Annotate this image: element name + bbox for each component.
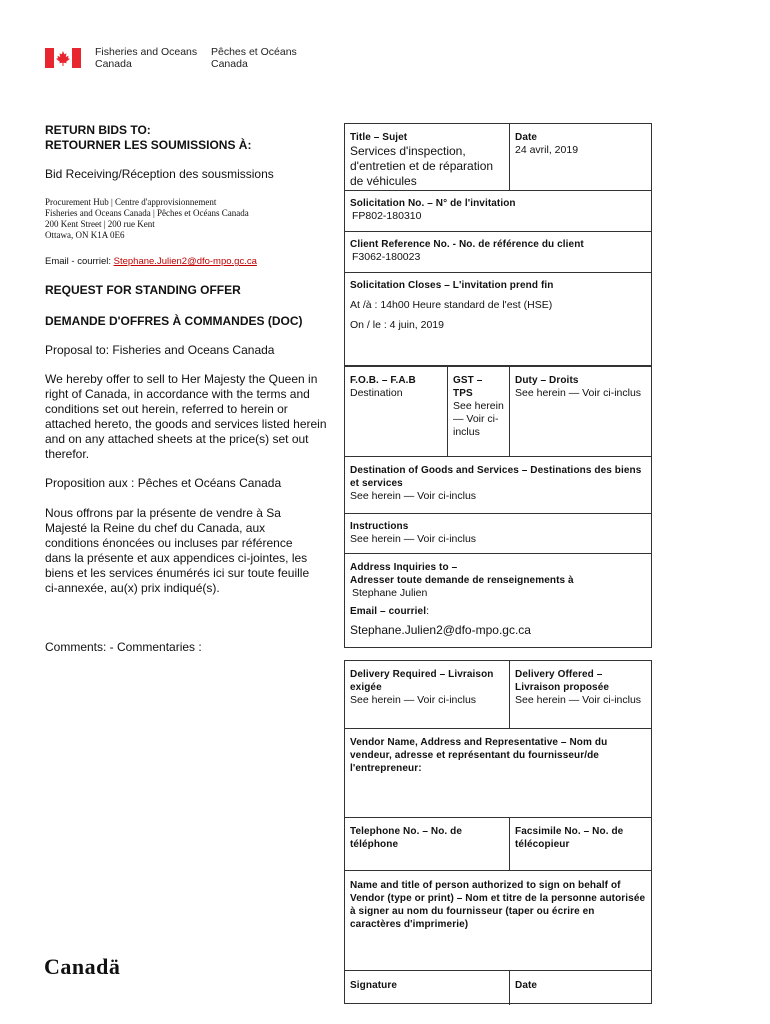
inquiries-label-en: Address Inquiries to – [350,562,458,573]
dept-fr-line1: Pêches et Océans [211,46,297,58]
delivery-offered-label: Delivery Offered – Livraison proposée [515,669,610,693]
contact-email-label: Email – courriel [350,606,427,617]
address-line: Procurement Hub | Centre d'approvisionnement [45,197,217,207]
instructions-value: See herein — Voir ci-inclus [350,533,477,545]
return-bids-heading [45,123,327,153]
email-link[interactable]: Stephane.Julien2@dfo-mpo.gc.ca [113,256,257,267]
delivery-offered-value: See herein — Voir ci-inclus [515,694,642,706]
rso-title-fr: DEMANDE D'OFFRES À COMMANDES (DOC) [45,314,303,328]
title-value: Services d'inspection, d'entretien et de réparation de véhicules [350,144,494,188]
gst-cell [448,370,509,443]
authorized-person-label: Name and title of person authorized to sign on behalf of Vendor (type or print) – Nom et titre de la personne autorisée à signer au nom du fournisseur (taper ou écrire en caractères d'imprimerie) [350,880,646,930]
inquiries-cell [345,557,651,642]
canada-wordmark: Canadä [44,954,121,979]
offer-text-fr: Nous offrons par la présente de vendre à Sa Majesté la Reine du chef du Canada, aux conditions énoncées ou incluses par référence dans la présente et aux appendices ci-jointes, les biens et les services énumérés ici sur toute feuille ci-annexée, au(x) prix indiqué(s). [45,506,310,595]
comments-label: Comments: - Commentaries : [45,640,202,654]
vendor-name-field[interactable] [345,732,651,779]
proposition-aux: Proposition aux : Pêches et Océans Canada [45,476,282,490]
gst-label: GST – [453,375,483,386]
address-line: Fisheries and Oceans Canada | Pêches et Océans Canada [45,208,249,218]
date-cell [510,127,652,161]
destination-value: See herein — Voir ci-inclus [350,490,477,502]
date-label: Date [515,132,538,143]
contact-name: Stephane Julien [352,587,428,599]
duty-value: See herein — Voir ci-inclus [515,387,642,399]
closes-on: On / le : 4 juin, 2019 [350,319,444,331]
instructions-cell [345,516,651,550]
duty-label: Duty – Droits [515,375,579,386]
address-line: Ottawa, ON K1A 0E6 [45,230,125,240]
solicitation-value: FP802-180310 [352,210,422,222]
dept-name-fr [211,47,297,70]
solicitation-number-cell [345,193,651,227]
vendor-box [344,660,652,1004]
instructions-label: Instructions [350,521,409,532]
address-line: 200 Kent Street | 200 rue Kent [45,219,155,229]
fob-label: F.O.B. – F.A.B [350,375,416,386]
signature-date-field[interactable] [510,975,652,996]
email-label: Email - courriel: [45,256,114,267]
solicitation-info-box [344,123,652,366]
dept-name-en [95,47,197,70]
rso-title-en: REQUEST FOR STANDING OFFER [45,283,241,297]
vendor-name-label: Vendor Name, Address and Representative – Nom du vendeur, adresse et représentant du fournisseur/de l'entrepreneur: [350,737,608,774]
dept-en-line1: Fisheries and Oceans [95,46,198,58]
client-ref-value: F3062-180023 [352,251,421,263]
facsimile-label: Facsimile No. – No. de télécopieur [515,826,624,850]
destination-cell [345,460,651,507]
telephone-label: Telephone No. – No. de téléphone [350,826,463,850]
client-reference-cell [345,234,651,268]
authorized-person-field[interactable] [345,875,651,935]
telephone-field[interactable] [345,821,509,855]
delivery-required-value: See herein — Voir ci-inclus [350,694,477,706]
client-ref-label: Client Reference No. - No. de référence du client [350,239,584,250]
dept-en-line2: Canada [95,57,132,70]
title-cell [345,127,509,193]
closing-cell [345,275,651,336]
solicitation-label: Solicitation No. – N° de l'invitation [350,198,516,209]
terms-box [344,366,652,648]
closes-label: Solicitation Closes – L'invitation prend fin [350,280,554,291]
delivery-required-cell [345,664,509,711]
delivery-required-label: Delivery Required – Livraison exigée [350,669,494,693]
signature-date-label: Date [515,980,538,991]
duty-cell [510,370,652,404]
title-label: Title – Sujet [350,132,408,143]
contact-email-colon: : [426,605,429,617]
contact-email-value[interactable]: Stephane.Julien2@dfo-mpo.gc.ca [350,623,531,637]
inquiries-label-fr: Adresser toute demande de renseignements à [350,575,574,586]
bid-receiving: Bid Receiving/Réception des sousmissions [45,167,274,181]
proposal-to: Proposal to: Fisheries and Oceans Canada [45,343,275,357]
fob-cell [345,370,447,404]
email-line [45,256,327,268]
offer-text-en: We hereby offer to sell to Her Majesty the Queen in right of Canada, in accordance with the terms and conditions set out herein, referred to herein or attached hereto, the goods and services listed herein and on any attached sheets at the price(s) set out therefor. [45,372,327,461]
date-value: 24 avril, 2019 [515,144,579,156]
tps-label: TPS [453,388,473,399]
dept-fr-line2: Canada [211,57,248,70]
fob-value: Destination [350,387,403,399]
destination-label: Destination of Goods and Services – Destinations des biens et services [350,465,642,489]
delivery-offered-cell [510,664,652,711]
gst-value: See herein — Voir ci-inclus [453,400,504,438]
signature-label: Signature [350,980,398,991]
canada-flag-icon [45,48,81,68]
signature-field[interactable] [345,975,509,996]
return-line-fr: RETOURNER LES SOUMISSIONS À: [45,138,252,152]
closes-at: At /à : 14h00 Heure standard de l'est (HSE) [350,299,553,311]
procurement-address [45,197,327,241]
return-line-en: RETURN BIDS TO: [45,123,151,137]
facsimile-field[interactable] [510,821,652,855]
